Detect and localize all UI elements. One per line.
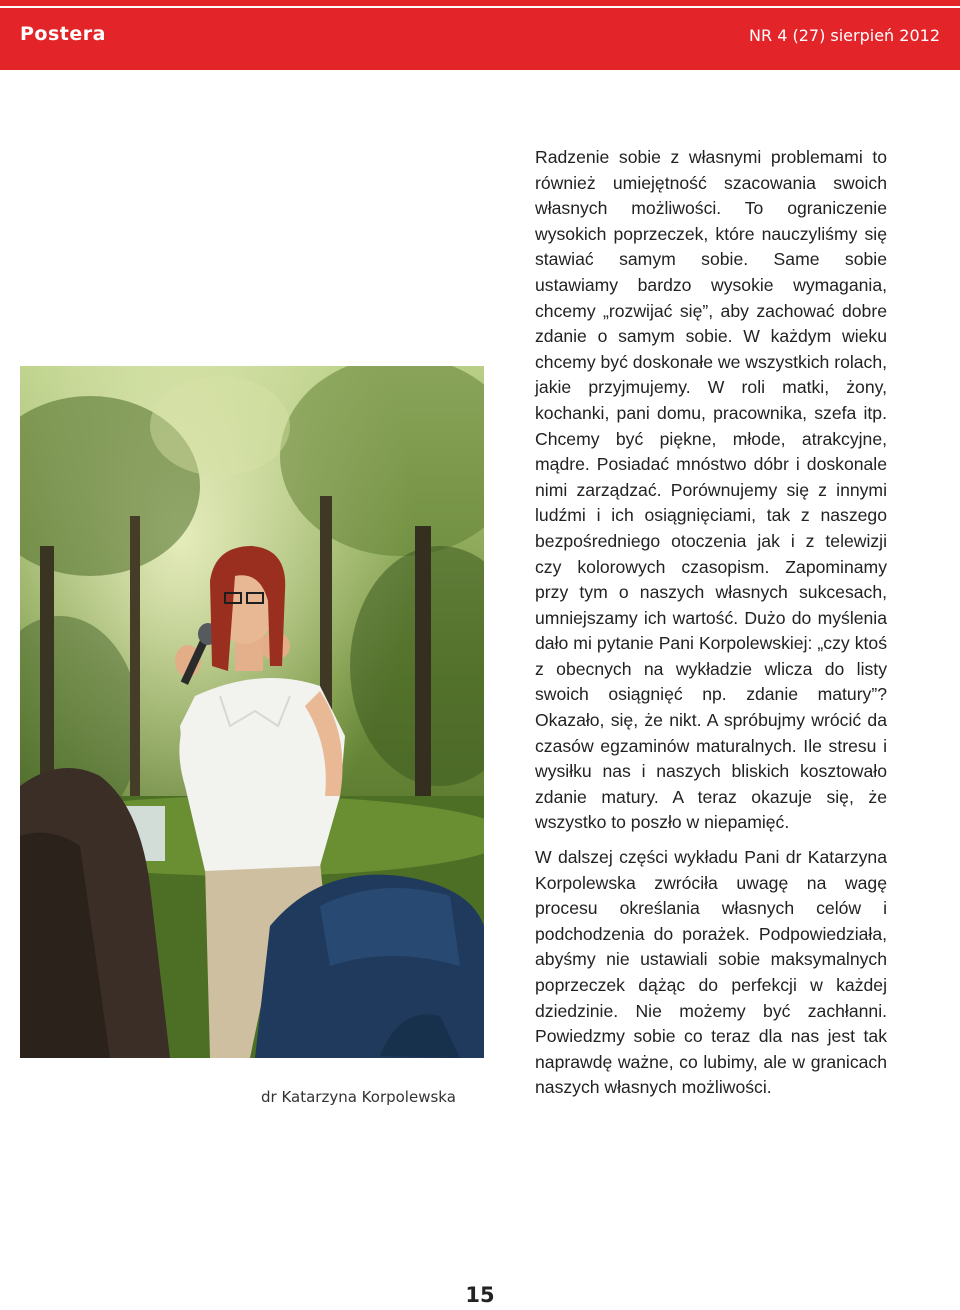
article-paragraph: Radzenie sobie z własnymi problemami to również umiejętność szacowania swoich własnych możliwości. To ograniczenie wysokich poprzeczek, które nauczyliśmy się stawiać samym sobie. Same sobie ustawiamy bardzo wysokie wymagania, chcemy „rozwijać się”, aby zachować dobre zdanie o samym sobie. W każdym wieku chcemy być doskonałe we wszystkich rolach, jakie przyjmujemy. W roli matki, żony, kochanki, pani domu, pracownika, szefa itp. Chcemy być piękne, młode, atrakcyjne, mądre. Posiadać mnóstwo dóbr i doskonale nimi zarządzać. Porównujemy się z innymi ludźmi i ich osiągnięciami, tak z naszego bezpośredniego otoczenia jak i z telewizji czy kolorowych czasopism. Zapominamy przy tym o naszych własnych sukcesach, umniejszamy ich wartość. Dużo do myślenia dało mi pytanie Pani Korpolewskiej: „czy ktoś z obecnych na wykładzie wlicza do listy swoich osiągnięć np. zdanie matury”? Okazało, się, że nikt. A spróbujmy wrócić da czasów egzaminów maturalnych. Ile stresu i wysiłku nas i naszych bliskich kosztowało zdanie matury. A teraz okazuje się, że wszystko to poszło w niepamięć. (535, 147, 888, 833)
magazine-header (0, 8, 960, 70)
issue-info: NR 4 (27) sierpień 2012 (749, 26, 940, 45)
page-number: 15 (465, 1283, 495, 1307)
speaker-photo (20, 366, 484, 1058)
magazine-title: Postera (20, 23, 106, 45)
header-top-stripe (0, 0, 960, 6)
photo-caption: dr Katarzyna Korpolewska (261, 1088, 456, 1106)
article-body (535, 145, 887, 1101)
article-paragraph: W dalszej części wykładu Pani dr Katarzyna Korpolewska zwróciła uwagę na wagę procesu określania własnych celów i podchodzenia do porażek. Podpowiedziała, abyśmy nie ustawiali sobie maksymalnych poprzeczek dążąc do perfekcji w każdej dziedzinie. Nie możemy być zachłanni. Powiedzmy sobie co teraz dla nas jest tak naprawdę ważne, co lubimy, ale w granicach naszych własnych możliwości. (535, 847, 887, 1098)
